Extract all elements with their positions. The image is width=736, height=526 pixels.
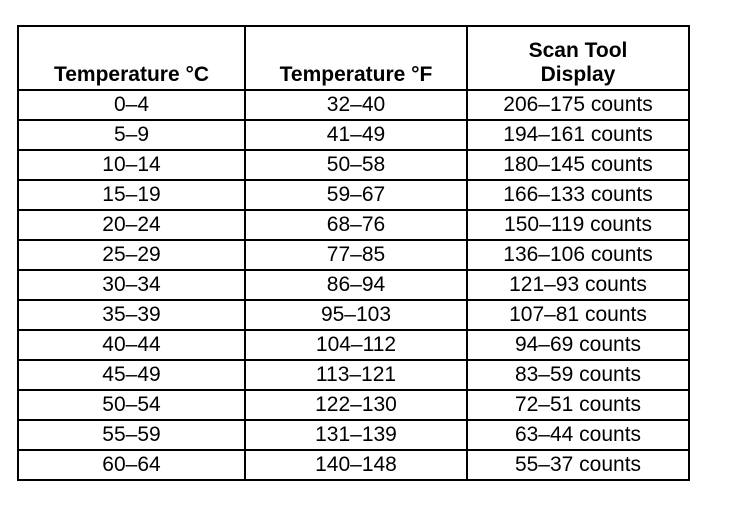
cell-scan-count: 94–69 counts bbox=[467, 330, 689, 360]
cell-temperature-f: 59–67 bbox=[245, 180, 467, 210]
cell-temperature-c: 35–39 bbox=[18, 300, 245, 330]
cell-scan-count: 63–44 counts bbox=[467, 420, 689, 450]
cell-temperature-c: 30–34 bbox=[18, 270, 245, 300]
header-scan-line1: Scan Tool bbox=[528, 39, 628, 62]
header-scan-tool-display bbox=[467, 26, 689, 90]
table-row bbox=[18, 180, 689, 210]
cell-temperature-c: 0–4 bbox=[18, 90, 245, 120]
cell-temperature-f: 113–121 bbox=[245, 360, 467, 390]
cell-scan-count: 55–37 counts bbox=[467, 450, 689, 480]
cell-scan-count: 206–175 counts bbox=[467, 90, 689, 120]
cell-temperature-c: 15–19 bbox=[18, 180, 245, 210]
cell-temperature-f: 32–40 bbox=[245, 90, 467, 120]
cell-temperature-f: 41–49 bbox=[245, 120, 467, 150]
cell-temperature-c: 10–14 bbox=[18, 150, 245, 180]
cell-temperature-c: 60–64 bbox=[18, 450, 245, 480]
cell-temperature-f: 86–94 bbox=[245, 270, 467, 300]
table-body bbox=[18, 90, 689, 480]
header-scan-line2: Display bbox=[540, 63, 616, 86]
table-row bbox=[18, 390, 689, 420]
cell-temperature-c: 45–49 bbox=[18, 360, 245, 390]
cell-temperature-c: 25–29 bbox=[18, 240, 245, 270]
header-temperature-f: Temperature °F bbox=[245, 26, 467, 90]
cell-scan-count: 83–59 counts bbox=[467, 360, 689, 390]
cell-scan-count: 72–51 counts bbox=[467, 390, 689, 420]
cell-scan-count: 136–106 counts bbox=[467, 240, 689, 270]
cell-temperature-f: 68–76 bbox=[245, 210, 467, 240]
table-header-row bbox=[18, 26, 689, 90]
header-temperature-c: Temperature °C bbox=[18, 26, 245, 90]
cell-scan-count: 121–93 counts bbox=[467, 270, 689, 300]
cell-temperature-c: 50–54 bbox=[18, 390, 245, 420]
cell-temperature-f: 77–85 bbox=[245, 240, 467, 270]
cell-temperature-f: 131–139 bbox=[245, 420, 467, 450]
cell-temperature-c: 55–59 bbox=[18, 420, 245, 450]
cell-temperature-f: 140–148 bbox=[245, 450, 467, 480]
cell-temperature-c: 40–44 bbox=[18, 330, 245, 360]
table-row bbox=[18, 360, 689, 390]
cell-temperature-f: 122–130 bbox=[245, 390, 467, 420]
cell-scan-count: 166–133 counts bbox=[467, 180, 689, 210]
table-row bbox=[18, 270, 689, 300]
cell-temperature-c: 20–24 bbox=[18, 210, 245, 240]
table-row bbox=[18, 240, 689, 270]
table-row bbox=[18, 300, 689, 330]
cell-temperature-f: 95–103 bbox=[245, 300, 467, 330]
table-row bbox=[18, 210, 689, 240]
cell-temperature-c: 5–9 bbox=[18, 120, 245, 150]
cell-scan-count: 150–119 counts bbox=[467, 210, 689, 240]
table-row bbox=[18, 450, 689, 480]
table-row bbox=[18, 330, 689, 360]
table-row bbox=[18, 120, 689, 150]
table-row bbox=[18, 90, 689, 120]
table-row bbox=[18, 150, 689, 180]
cell-temperature-f: 104–112 bbox=[245, 330, 467, 360]
cell-scan-count: 180–145 counts bbox=[467, 150, 689, 180]
cell-temperature-f: 50–58 bbox=[245, 150, 467, 180]
temperature-table bbox=[17, 25, 690, 481]
cell-scan-count: 107–81 counts bbox=[467, 300, 689, 330]
cell-scan-count: 194–161 counts bbox=[467, 120, 689, 150]
table-row bbox=[18, 420, 689, 450]
